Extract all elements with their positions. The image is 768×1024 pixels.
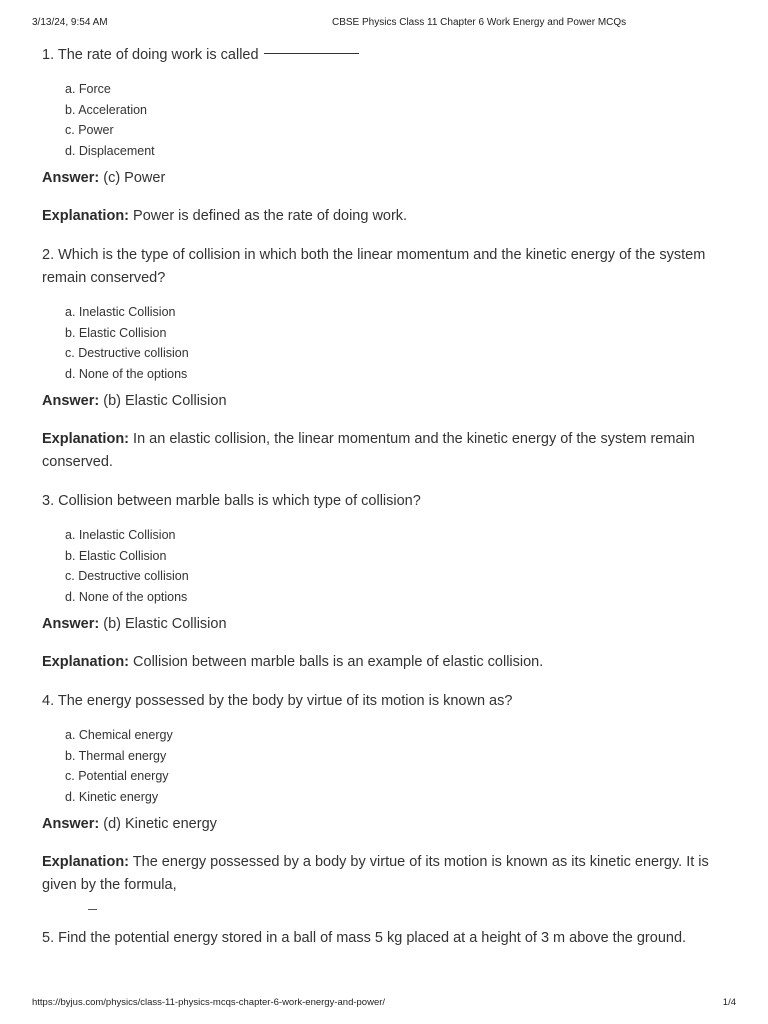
- answer-value: (c) Power: [103, 170, 166, 186]
- option-item: b. Acceleration: [65, 102, 147, 117]
- explanation-text: Collision between marble balls is an example of elastic collision.: [133, 654, 544, 670]
- question-block: [42, 927, 732, 950]
- formula-image-placeholder: [42, 897, 732, 927]
- question-text: 5. Find the potential energy stored in a ball of mass 5 kg placed at a height of 3 m above the ground.: [42, 930, 687, 946]
- question-block: [42, 690, 732, 927]
- print-header: [32, 17, 736, 31]
- print-date: 3/13/24, 9:54 AM: [32, 17, 108, 28]
- question-block: [42, 44, 732, 228]
- answer-label: Answer:: [42, 816, 100, 832]
- explanation-text: The energy possessed by a body by virtue of its motion is known as its kinetic energy. It is given by the formula,: [42, 854, 709, 893]
- explanation-label: Explanation:: [42, 854, 130, 870]
- option-item: a. Force: [65, 82, 111, 96]
- answer-blank: [264, 53, 359, 54]
- question-1-text: 1. The rate of doing work is called: [42, 47, 259, 63]
- question-block: [42, 244, 732, 474]
- mcq-content: [42, 44, 732, 966]
- page-number: 1/4: [722, 997, 736, 1008]
- explanation-text: In an elastic collision, the linear momentum and the kinetic energy of the system remain conserved.: [42, 431, 695, 470]
- formula-dash: [88, 909, 97, 910]
- explanation-line: [42, 851, 732, 897]
- question-text: 4. The energy possessed by the body by virtue of its motion is known as?: [42, 693, 513, 709]
- option-item: c. Destructive collision: [65, 346, 189, 360]
- option-item: d. None of the options: [65, 366, 188, 381]
- options-list: [42, 725, 732, 807]
- question-block: [42, 490, 732, 674]
- answer-line: [42, 167, 732, 190]
- option-item: c. Power: [65, 123, 114, 137]
- options-list: [42, 302, 732, 384]
- explanation-line: [42, 651, 732, 674]
- answer-line: [42, 613, 732, 636]
- options-list: [42, 79, 732, 161]
- option-item: b. Elastic Collision: [65, 548, 167, 563]
- explanation-label: Explanation:: [42, 431, 130, 447]
- option-item: c. Potential energy: [65, 769, 169, 783]
- option-item: d. Kinetic energy: [65, 789, 159, 804]
- option-item: c. Destructive collision: [65, 569, 189, 583]
- option-item: b. Elastic Collision: [65, 325, 167, 340]
- answer-value: (b) Elastic Collision: [103, 616, 227, 632]
- explanation-line: [42, 205, 732, 228]
- option-item: b. Thermal energy: [65, 748, 167, 763]
- explanation-label: Explanation:: [42, 208, 130, 224]
- option-item: a. Inelastic Collision: [65, 528, 176, 542]
- explanation-line: [42, 428, 732, 474]
- answer-line: [42, 390, 732, 413]
- options-list: [42, 525, 732, 607]
- explanation-text: Power is defined as the rate of doing work.: [133, 208, 408, 224]
- answer-label: Answer:: [42, 170, 100, 186]
- answer-label: Answer:: [42, 616, 100, 632]
- question-text: [42, 44, 732, 67]
- page-url: https://byjus.com/physics/class-11-physics-mcqs-chapter-6-work-energy-and-power/: [32, 997, 386, 1008]
- question-text: 3. Collision between marble balls is which type of collision?: [42, 493, 421, 509]
- answer-line: [42, 813, 732, 836]
- option-item: d. None of the options: [65, 589, 188, 604]
- answer-value: (d) Kinetic energy: [103, 816, 217, 832]
- option-item: a. Chemical energy: [65, 728, 173, 742]
- document-title: CBSE Physics Class 11 Chapter 6 Work Energy and Power MCQs: [332, 17, 627, 28]
- option-item: d. Displacement: [65, 143, 155, 158]
- option-item: a. Inelastic Collision: [65, 305, 176, 319]
- answer-label: Answer:: [42, 393, 100, 409]
- question-text: 2. Which is the type of collision in which both the linear momentum and the kinetic energy of the system remain conserved?: [42, 247, 706, 286]
- answer-value: (b) Elastic Collision: [103, 393, 227, 409]
- print-footer: [32, 997, 736, 1009]
- explanation-label: Explanation:: [42, 654, 130, 670]
